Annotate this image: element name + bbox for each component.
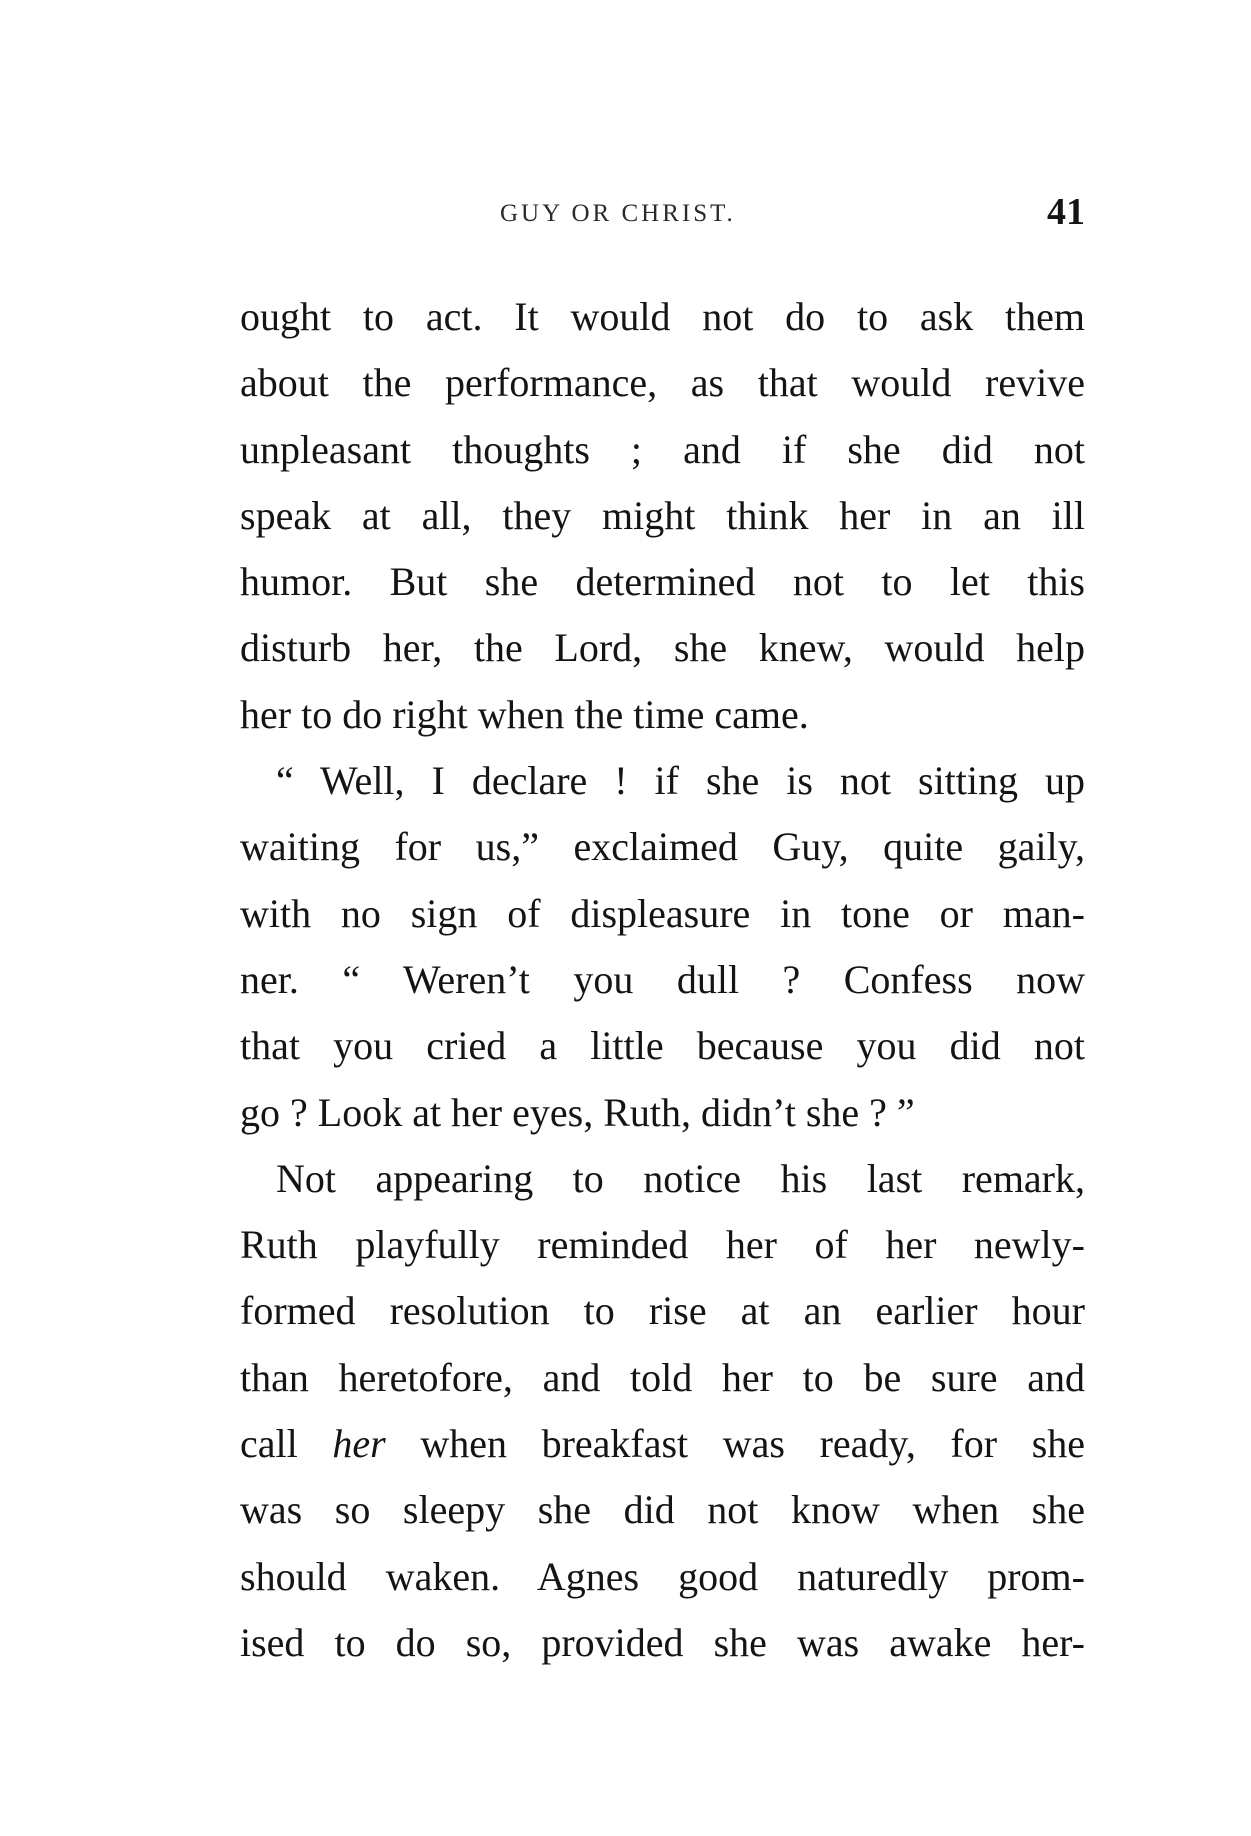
text-line: “ Well, I declare ! if she is not sitting up — [276, 758, 1085, 804]
text-line: should waken. Agnes good naturedly prom- — [240, 1553, 1085, 1599]
running-head — [240, 191, 1085, 236]
text-line: Ruth playfully reminded her of her newly- — [240, 1222, 1085, 1268]
text-line: formed resolution to rise at an earlier hour — [240, 1288, 1085, 1334]
text-line-with-emphasis — [240, 1411, 1085, 1477]
text-line: ised to do so, provided she was awake her- — [240, 1619, 1085, 1665]
text-line: unpleasant thoughts ; and if she did not — [240, 426, 1085, 472]
text-line: disturb her, the Lord, she knew, would help — [240, 625, 1085, 671]
text-line: ought to act. It would not do to ask them — [240, 294, 1085, 339]
line-prefix: call — [240, 1421, 333, 1467]
text-line: than heretofore, and told her to be sure and — [240, 1354, 1085, 1400]
text-line: her to do right when the time came. — [240, 691, 809, 737]
text-line: waiting for us,” exclaimed Guy, quite gaily, — [240, 824, 1085, 870]
text-line: Not appearing to notice his last remark, — [276, 1155, 1085, 1201]
text-line: go ? Look at her eyes, Ruth, didn’t she ? ” — [240, 1089, 915, 1135]
text-line: was so sleepy she did not know when she — [240, 1487, 1085, 1533]
text-line: ner. “ Weren’t you dull ? Confess now — [240, 956, 1085, 1002]
text-line: speak at all, they might think her in an ill — [240, 492, 1085, 538]
text-line: about the performance, as that would revive — [240, 360, 1085, 406]
line-remainder: when breakfast was ready, for she — [420, 1421, 1085, 1467]
text-line: that you cried a little because you did not — [240, 1023, 1085, 1069]
page-number: 41 — [1047, 191, 1085, 233]
emphasized-word: her — [332, 1421, 386, 1467]
body-text — [240, 284, 1085, 1676]
text-line: with no sign of displeasure in tone or man- — [240, 890, 1085, 936]
running-title: GUY OR CHRIST. — [500, 200, 736, 227]
line-space — [386, 1421, 421, 1466]
text-line: humor. But she determined not to let this — [240, 559, 1085, 605]
